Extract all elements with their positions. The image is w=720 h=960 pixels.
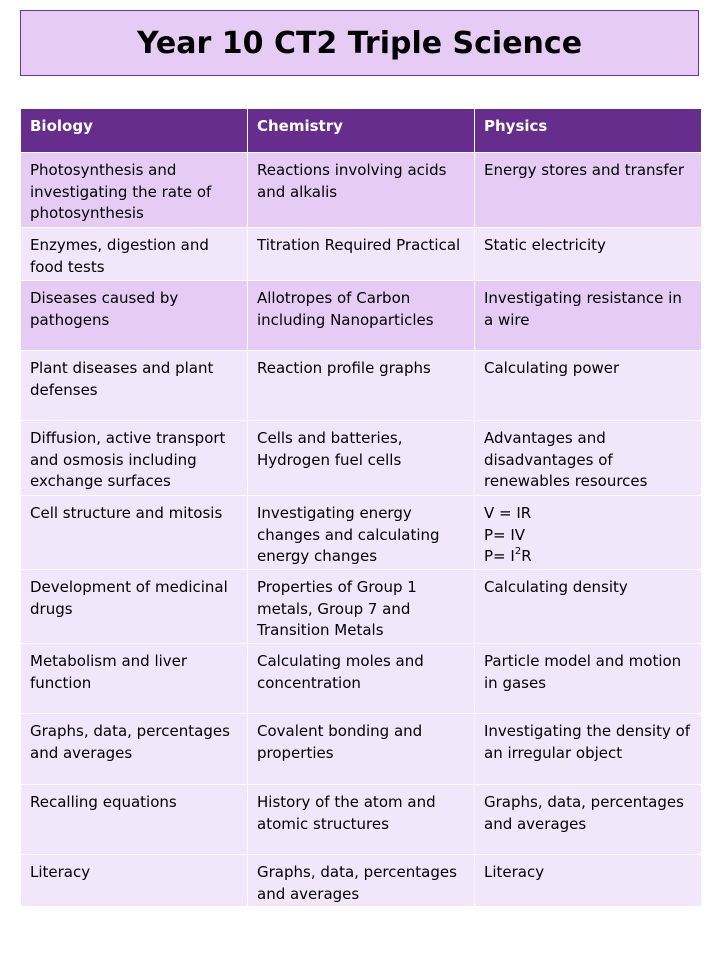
header-physics: Physics: [475, 109, 702, 153]
chemistry-cell: Allotropes of Carbon including Nanoparticles: [248, 281, 475, 351]
table-row: [21, 644, 702, 714]
physics-cell: [475, 496, 702, 570]
table-row: [21, 228, 702, 281]
chemistry-cell: Covalent bonding and properties: [248, 714, 475, 785]
biology-cell: Photosynthesis and investigating the rate of photosynthesis: [21, 153, 248, 228]
chemistry-cell: Cells and batteries, Hydrogen fuel cells: [248, 421, 475, 496]
chemistry-cell: Properties of Group 1 metals, Group 7 and Transition Metals: [248, 570, 475, 644]
table-row: [21, 351, 702, 421]
physics-cell: Energy stores and transfer: [475, 153, 702, 228]
table-row: [21, 714, 702, 785]
table-row: [21, 421, 702, 496]
biology-cell: Diseases caused by pathogens: [21, 281, 248, 351]
physics-cell: Literacy: [475, 855, 702, 907]
equation-line: [484, 546, 692, 568]
biology-cell: Recalling equations: [21, 785, 248, 855]
physics-cell: Calculating density: [475, 570, 702, 644]
biology-cell: Development of medicinal drugs: [21, 570, 248, 644]
header-biology: Biology: [21, 109, 248, 153]
biology-cell: Enzymes, digestion and food tests: [21, 228, 248, 281]
table-row: [21, 496, 702, 570]
topics-table: [20, 108, 702, 907]
equation-line: V = IR: [484, 504, 532, 522]
physics-cell: Advantages and disadvantages of renewables resources: [475, 421, 702, 496]
table-row: [21, 153, 702, 228]
title-banner: [20, 10, 699, 76]
equation-part: R: [521, 547, 532, 565]
chemistry-cell: Investigating energy changes and calculating energy changes: [248, 496, 475, 570]
header-chemistry: Chemistry: [248, 109, 475, 153]
physics-cell: Investigating the density of an irregular object: [475, 714, 702, 785]
physics-cell: Investigating resistance in a wire: [475, 281, 702, 351]
chemistry-cell: Reactions involving acids and alkalis: [248, 153, 475, 228]
biology-cell: Diffusion, active transport and osmosis including exchange surfaces: [21, 421, 248, 496]
table-row: [21, 855, 702, 907]
table-header-row: [21, 109, 702, 153]
page-title: Year 10 CT2 Triple Science: [136, 25, 583, 61]
table-row: [21, 785, 702, 855]
table-row: [21, 281, 702, 351]
physics-cell: Calculating power: [475, 351, 702, 421]
chemistry-cell: Graphs, data, percentages and averages: [248, 855, 475, 907]
biology-cell: Metabolism and liver function: [21, 644, 248, 714]
chemistry-cell: Titration Required Practical: [248, 228, 475, 281]
biology-cell: Graphs, data, percentages and averages: [21, 714, 248, 785]
biology-cell: Literacy: [21, 855, 248, 907]
physics-cell: Graphs, data, percentages and averages: [475, 785, 702, 855]
chemistry-cell: History of the atom and atomic structures: [248, 785, 475, 855]
topics-table-container: [20, 108, 700, 907]
superscript: 2: [514, 546, 522, 557]
physics-cell: Static electricity: [475, 228, 702, 281]
biology-cell: Cell structure and mitosis: [21, 496, 248, 570]
table-row: [21, 570, 702, 644]
equation-part: P= I: [484, 547, 515, 565]
biology-cell: Plant diseases and plant defenses: [21, 351, 248, 421]
chemistry-cell: Reaction profile graphs: [248, 351, 475, 421]
physics-cell: Particle model and motion in gases: [475, 644, 702, 714]
equation-line: P= IV: [484, 525, 526, 544]
chemistry-cell: Calculating moles and concentration: [248, 644, 475, 714]
